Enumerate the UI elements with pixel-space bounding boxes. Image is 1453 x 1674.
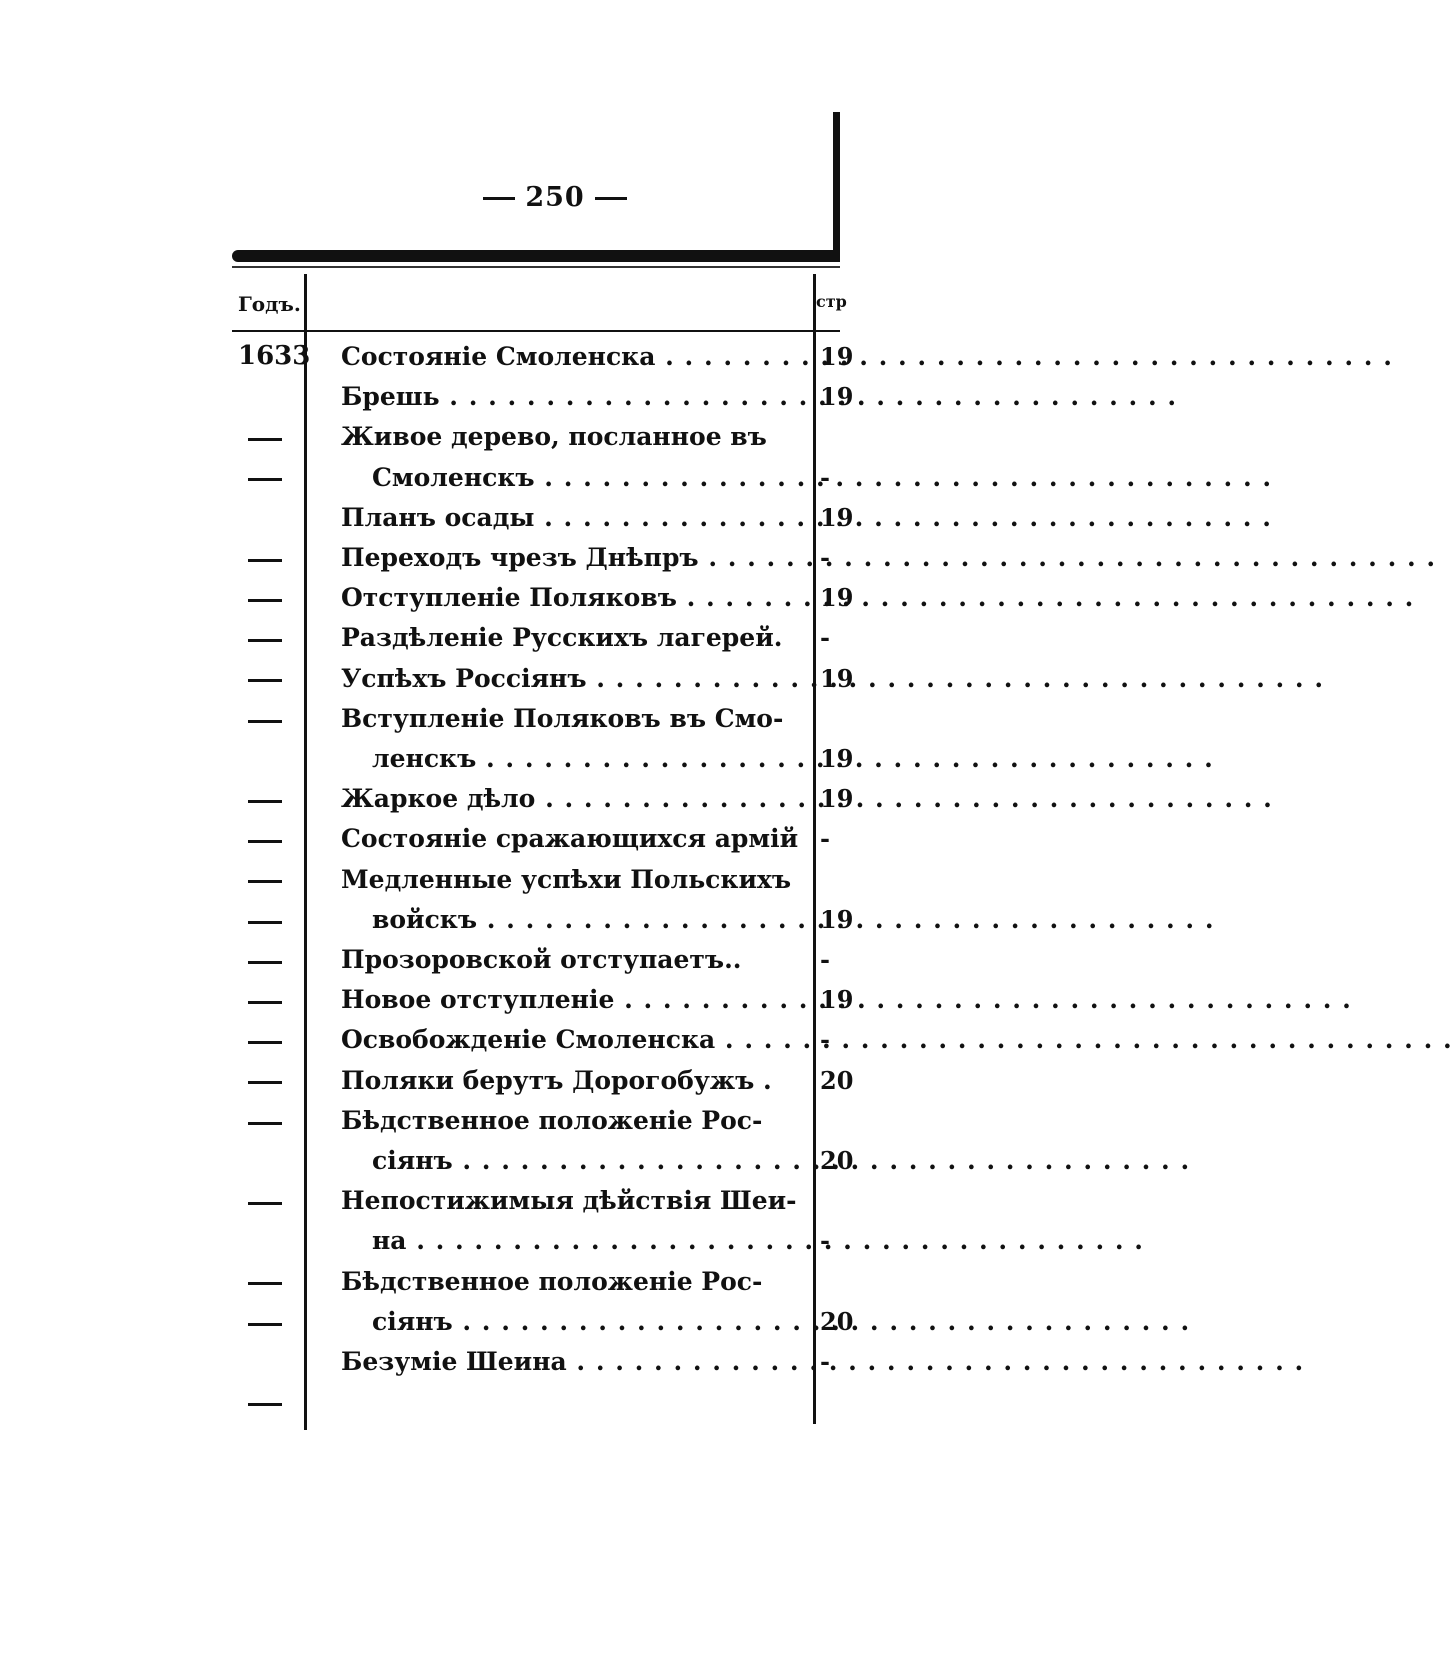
row-title: сіянъ . . . [372, 1140, 776, 1181]
row-title: ленскъ . . . [372, 738, 776, 779]
page-column-header: стр [816, 292, 847, 311]
row-title: Состояніе Смоленска . . . [341, 336, 776, 377]
row-title: Жаркое дѣло . . . [341, 778, 776, 819]
page-number-dash-left [483, 197, 515, 200]
row-title: Бѣдственное положеніе Рос- [341, 1266, 763, 1296]
table-row [0, 658, 1140, 699]
row-page: 19 [820, 784, 854, 814]
year-column-header: Годъ. [238, 292, 301, 316]
row-title: Медленные успѣхи Польскихъ [341, 864, 792, 894]
table-row [0, 1301, 1140, 1342]
row-title: Успѣхъ Россіянъ . . . [341, 658, 776, 699]
row-title: Безуміе Шеина . . . [341, 1341, 776, 1382]
row-page: 19 [820, 583, 854, 613]
header-bottom-rule [232, 330, 840, 332]
page-number-value: 250 [525, 182, 585, 213]
table-row [0, 416, 1140, 457]
row-title: Непостижимыя дѣйствія Шеи- [341, 1186, 797, 1216]
row-page: - [820, 462, 830, 492]
table-row [0, 1220, 1140, 1261]
row-page: 19 [820, 904, 854, 934]
row-title: Состояніе сражающихся армій [341, 824, 799, 854]
row-title: Вступленіе Поляковъ въ Смо- [341, 703, 784, 733]
row-title: сіянъ . . . [372, 1301, 776, 1342]
row-page: 19 [820, 744, 854, 773]
row-title: войскъ . . . [372, 899, 776, 940]
row-title: Бѣдственное положеніе Рос- [341, 1105, 763, 1135]
table-row [0, 1261, 1140, 1302]
table-row [0, 497, 1140, 538]
table-row [0, 738, 1140, 779]
table-top-rule [232, 250, 840, 262]
row-year: 1633 [238, 341, 311, 371]
row-page: 19 [820, 342, 854, 371]
table-row [0, 1180, 1140, 1221]
row-page: 19 [820, 985, 854, 1015]
table-row [0, 336, 1140, 377]
table-row [0, 1140, 1140, 1181]
row-page: 20 [820, 1146, 854, 1175]
page-number [470, 182, 640, 213]
table-row [0, 617, 1140, 658]
row-page: 20 [820, 1065, 854, 1095]
row-title: Новое отступленіе . . . [341, 979, 776, 1020]
table-row [0, 818, 1140, 859]
table-top-thin-rule [232, 266, 840, 268]
table-row [0, 778, 1140, 819]
table-row [0, 1341, 1140, 1382]
row-page: - [820, 945, 830, 974]
row-title: Отступленіе Поляковъ . . . [341, 577, 776, 618]
row-page: 19 [820, 382, 854, 412]
row-title: Поляки берутъ Дорогобужъ . [341, 1065, 772, 1095]
row-page: 20 [820, 1306, 854, 1336]
table-row [0, 577, 1140, 618]
page-edge-rule [833, 112, 840, 252]
table-row [0, 537, 1140, 578]
row-title: Раздѣленіе Русскихъ лагерей. [341, 623, 783, 653]
row-page: - [820, 543, 830, 572]
row-title: Брешь . . . [341, 376, 776, 417]
row-title: Планъ осады . . . [341, 497, 776, 538]
table-row [0, 457, 1140, 498]
row-year [238, 1341, 300, 1406]
row-page: - [820, 1025, 830, 1055]
table-row [0, 1100, 1140, 1141]
table-row [0, 859, 1140, 900]
row-title: на . . . [372, 1220, 776, 1261]
table-row [0, 1060, 1140, 1101]
table-row [0, 899, 1140, 940]
table-row [0, 698, 1140, 739]
row-page: 19 [820, 663, 854, 693]
row-page: - [820, 1347, 830, 1376]
row-page: - [820, 1226, 830, 1256]
row-page: 19 [820, 502, 854, 532]
table-row [0, 1019, 1140, 1060]
row-page: - [820, 824, 830, 854]
row-title: Смоленскъ . . . [372, 457, 776, 498]
table-row [0, 939, 1140, 980]
row-title: Живое дерево, посланное въ [341, 422, 767, 452]
row-title: Освобожденіе Смоленска . . . [341, 1019, 776, 1060]
table-row [0, 979, 1140, 1020]
row-title: Прозоровской отступаетъ.. [341, 945, 742, 974]
row-title: Переходъ чрезъ Днѣпръ . . . [341, 537, 776, 578]
table-row [0, 376, 1140, 417]
row-page: - [820, 623, 830, 653]
page-number-dash-right [595, 197, 627, 200]
